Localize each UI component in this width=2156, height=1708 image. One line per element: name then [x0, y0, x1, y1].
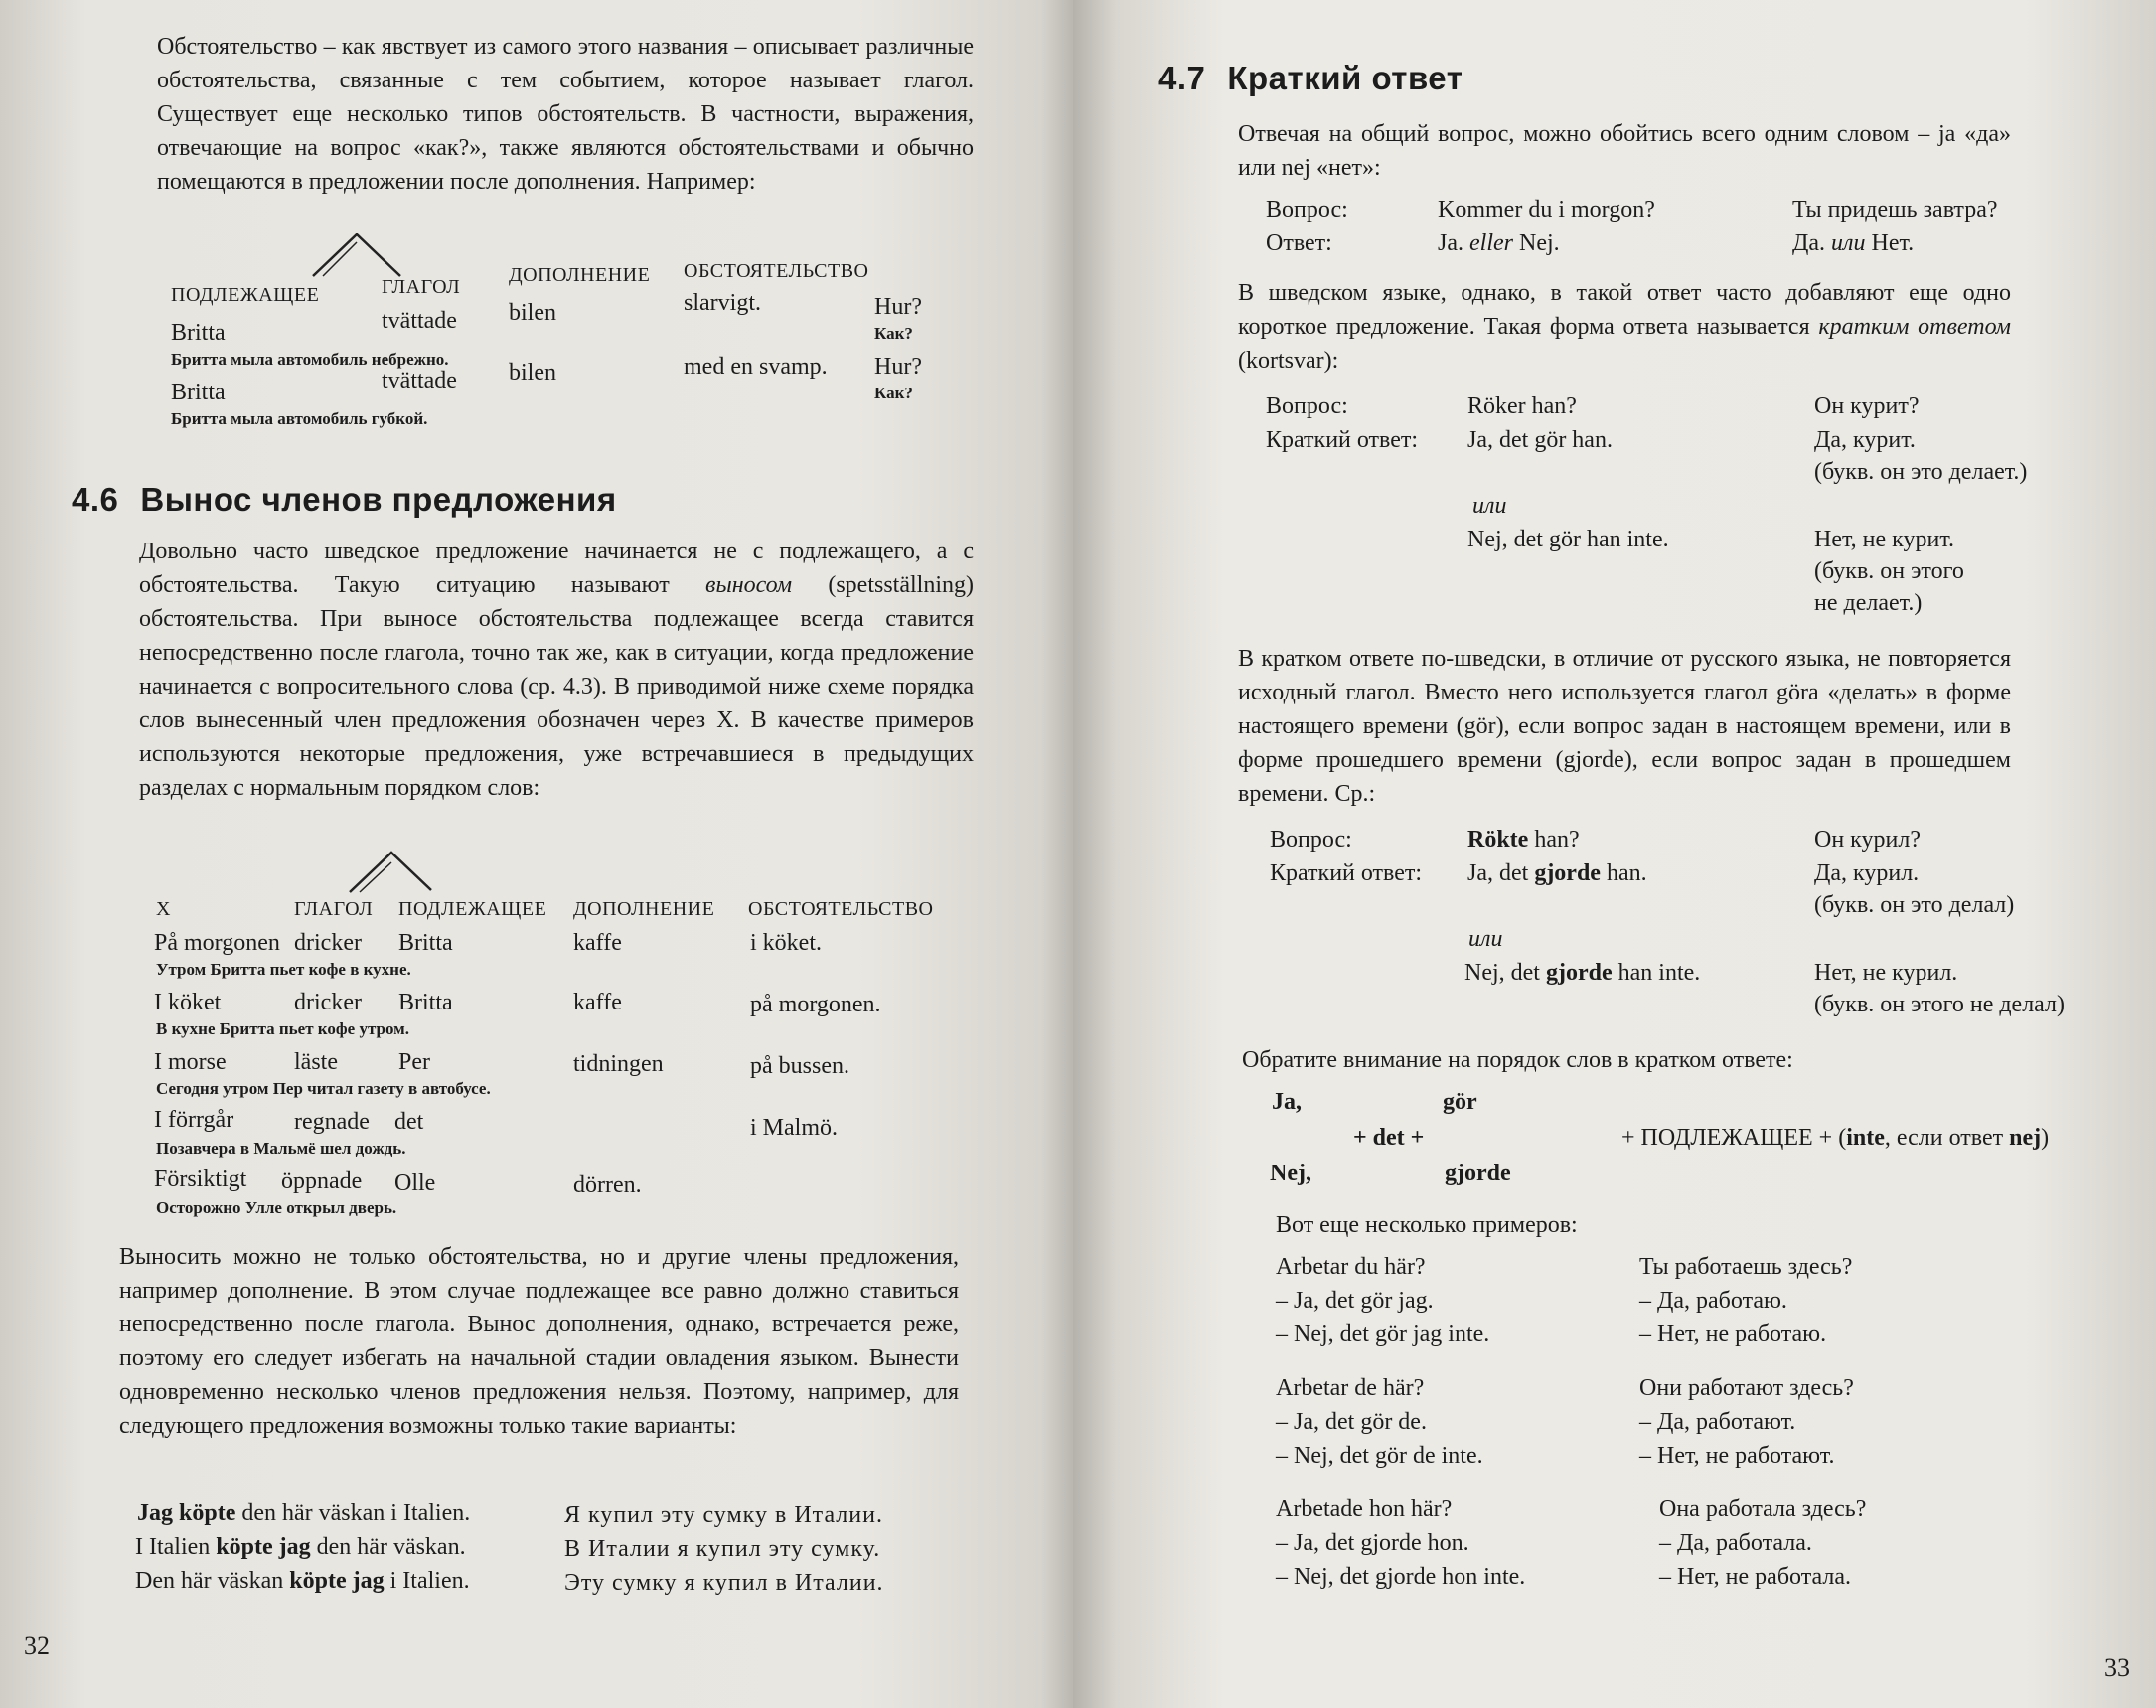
ex1-ru-yes: – Да, работаю. [1639, 1288, 1787, 1314]
ex3-ru-q: Она работала здесь? [1659, 1496, 1867, 1522]
t2-r1-object: kaffe [573, 930, 622, 956]
t2-r5-translation: Осторожно Улле открыл дверь. [156, 1198, 397, 1217]
p1-text-b: (spetsställning) обстоятельства. При выносе обстоятельства подлежащее всегда ставится непосредственно после глагола, точно так же, как в ситуации, когда предложение начинается с вопросительного слова (ср. 4.3). В приводимой ниже схеме порядка слов вынесенный член предложения обозначен через X. В качестве примеров используются некоторые предложения, уже встречавшиеся в предыдущих разделах с нормальным порядком слов: [139, 572, 974, 801]
t2-r2-verb: dricker [294, 990, 362, 1015]
section-4-6-paragraph [139, 535, 974, 805]
ex1-sv-no: – Nej, det gör jag inte. [1276, 1321, 1490, 1347]
t2-r5-object: dörren. [573, 1172, 642, 1198]
examples-block [135, 1500, 970, 1610]
example-1-ru: Я купил эту сумку в Италии. [564, 1502, 883, 1528]
qa3-n-sv: Nej, det gjorde han inte. [1464, 960, 1701, 986]
ex2-sv-no: – Nej, det gör de inte. [1276, 1443, 1483, 1469]
section-4-6-heading [72, 481, 617, 519]
ex3-sv-q: Arbetade hon här? [1276, 1496, 1453, 1522]
page-number-left: 32 [24, 1631, 50, 1660]
section-4-7-paragraph-2: В шведском языке, однако, в такой ответ часто добавляют еще одно короткое предложение. Такая форма ответа называется кратким ответом (kortsvar): [1238, 280, 2011, 374]
qa3-a-sv: Ja, det gjorde han. [1467, 860, 1647, 886]
qa3-n-literal: (букв. он этого не делал) [1814, 992, 2066, 1017]
formula-det: + det + [1353, 1125, 1425, 1151]
t1-r1-translation: Бритта мыла автомобиль небрежно. [171, 350, 449, 369]
qa1-q-ru: Ты придешь завтра? [1792, 197, 1998, 223]
qa2-a-sv: Ja, det gör han. [1467, 427, 1613, 453]
formula-gjorde: gjorde [1445, 1161, 1511, 1186]
ex1-sv-q: Arbetar du här? [1276, 1254, 1426, 1280]
t2-header-object: ДОПОЛНЕНИЕ [573, 898, 715, 920]
qa2-n-ru: Нет, не курит. [1814, 527, 1955, 552]
p1-term-vynos: выносом [705, 572, 793, 598]
t2-r4-x: I förrgår [154, 1107, 234, 1133]
section-4-6-paragraph-2: Выносить можно не только обстоятельства, но и другие члены предложения, например дополнение. В этом случае подлежащее все равно должно ставиться непосредственно после глагола. Вынос дополнения, однако, встречается реже, поэтому его следует избегать на начальной стадии овладения языком. Вынести одновременно несколько членов предложения нельзя. Поэтому, например, для следующего предложения возможны только такие варианты: [119, 1244, 959, 1439]
formula-gor: gör [1443, 1089, 1477, 1115]
qa1-a-ru: Да. или Нет. [1792, 231, 1915, 256]
t2-r5-verb: öppnade [281, 1168, 363, 1194]
word-order-arrow-2 [350, 851, 433, 892]
t2-header-verb: ГЛАГОЛ [294, 898, 374, 920]
ex3-ru-yes: – Да, работала. [1659, 1530, 1812, 1556]
page-number-right: 33 [2104, 1653, 2130, 1682]
t1-r2-translation: Бритта мыла автомобиль губкой. [171, 409, 428, 428]
qa1-q-label: Вопрос: [1266, 197, 1348, 223]
qa3-q-sv: Rökte han? [1467, 827, 1580, 853]
qa2 [1266, 393, 2061, 622]
t2-header-subject: ПОДЛЕЖАЩЕЕ [398, 898, 547, 920]
table1-header-object: ДОПОЛНЕНИЕ [509, 264, 651, 286]
table1-header-subject: ПОДЛЕЖАЩЕЕ [171, 284, 320, 306]
section-4-7-paragraph-5: Вот еще несколько примеров: [1276, 1212, 1578, 1238]
section-4-7-title: Краткий ответ [1227, 60, 1463, 96]
section-4-6-number: 4.6 [72, 481, 119, 518]
qa2-n-literal-1: (букв. он этого [1814, 558, 1964, 584]
table1-header-verb: ГЛАГОЛ [382, 276, 461, 298]
right-page [1073, 0, 2156, 1708]
qa3-a-label: Краткий ответ: [1270, 860, 1423, 886]
qa3-q-label: Вопрос: [1270, 827, 1352, 853]
table1-header-adverbial: ОБСТОЯТЕЛЬСТВО [684, 260, 869, 282]
ex3-sv-no: – Nej, det gjorde hon inte. [1276, 1564, 1526, 1590]
example-3-ru: Эту сумку я купил в Италии. [564, 1570, 884, 1596]
more-examples [1276, 1254, 2071, 1592]
t1-r2-question: Hur? [874, 354, 922, 380]
section-4-7-number: 4.7 [1158, 60, 1206, 96]
t2-r2-object: kaffe [573, 990, 622, 1015]
qa2-n-sv: Nej, det gör han inte. [1467, 527, 1669, 552]
section-4-7-paragraph-4: Обратите внимание на порядок слов в кратком ответе: [1242, 1047, 1793, 1073]
t2-r3-adverbial: på bussen. [750, 1053, 849, 1079]
t1-r1-question: Hur? [874, 294, 922, 320]
table2 [152, 894, 987, 1222]
t2-r1-x: På morgonen [154, 930, 280, 956]
t2-r5-subject: Olle [394, 1170, 436, 1196]
t2-r4-verb: regnade [294, 1109, 370, 1135]
left-page [0, 0, 1073, 1708]
t2-r3-translation: Сегодня утром Пер читал газету в автобусе. [156, 1079, 491, 1098]
ex2-ru-yes: – Да, работают. [1639, 1409, 1796, 1435]
qa2-q-label: Вопрос: [1266, 393, 1348, 419]
qa2-a-literal: (букв. он это делает.) [1814, 459, 2028, 485]
qa3-or: или [1468, 926, 1503, 952]
t2-r2-adverbial: på morgonen. [750, 992, 881, 1017]
t2-r4-translation: Позавчера в Мальмё шел дождь. [156, 1139, 406, 1158]
qa3 [1270, 827, 2065, 1025]
qa2-q-ru: Он курит? [1814, 393, 1920, 419]
ex2-sv-yes: – Ja, det gör de. [1276, 1409, 1427, 1435]
ex2-sv-q: Arbetar de här? [1276, 1375, 1425, 1401]
t2-r4-adverbial: i Malmö. [750, 1115, 838, 1141]
t1-r1-object: bilen [509, 300, 556, 326]
t2-r3-subject: Per [398, 1049, 430, 1075]
t2-r3-verb: läste [294, 1049, 338, 1075]
ex3-sv-yes: – Ja, det gjorde hon. [1276, 1530, 1469, 1556]
ex3-ru-no: – Нет, не работала. [1659, 1564, 1851, 1590]
qa3-a-ru: Да, курил. [1814, 860, 1920, 886]
section-4-6-title: Вынос членов предложения [140, 481, 617, 518]
t1-r2-object: bilen [509, 360, 556, 386]
ex1-sv-yes: – Ja, det gör jag. [1276, 1288, 1434, 1314]
t2-r4-subject: det [394, 1109, 424, 1135]
t1-r2-adverbial: med en svamp. [684, 354, 828, 380]
example-2-ru: В Италии я купил эту сумку. [564, 1536, 881, 1562]
term-kratkim-otvetom: кратким ответом [1818, 314, 2011, 340]
qa3-a-literal: (букв. он это делал) [1814, 892, 2015, 918]
t1-r1-adverbial: slarvigt. [684, 290, 761, 316]
t2-r2-subject: Britta [398, 990, 453, 1015]
example-3-sv: Den här väskan köpte jag i Italien. [135, 1568, 470, 1594]
t2-r1-adverbial: i köket. [750, 930, 822, 956]
example-1-sv: Jag köpte den här väskan i Italien. [137, 1500, 471, 1526]
ex2-ru-no: – Нет, не работают. [1639, 1443, 1835, 1469]
t1-r1-subject: Britta [171, 320, 226, 346]
t2-r2-translation: В кухне Бритта пьет кофе утром. [156, 1019, 409, 1038]
intro-paragraph: Обстоятельство – как явствует из самого этого названия – описывает различные обстоятельства, связанные с тем событием, которое называет глагол. Существует еще несколько типов обстоятельств. В частности, выражения, отвечающие на вопрос «как?», также являются обстоятельствами и обычно помещаются в предложении после дополнения. Например: [157, 34, 974, 195]
ex1-ru-no: – Нет, не работаю. [1639, 1321, 1827, 1347]
t2-header-adverbial: ОБСТОЯТЕЛЬСТВО [748, 898, 934, 920]
table1 [171, 260, 966, 428]
qa1-a-label: Ответ: [1266, 231, 1332, 256]
formula-ja: Ja, [1272, 1089, 1302, 1115]
t2-r3-object: tidningen [573, 1051, 664, 1077]
qa2-n-literal-2: не делает.) [1814, 590, 1923, 616]
qa2-a-ru: Да, курит. [1814, 427, 1916, 453]
ex1-ru-q: Ты работаешь здесь? [1639, 1254, 1853, 1280]
t2-header-x: X [156, 898, 171, 920]
t2-r5-x: Försiktigt [154, 1166, 247, 1192]
formula-nej: Nej, [1270, 1161, 1311, 1186]
t2-r1-subject: Britta [398, 930, 453, 956]
t2-r1-translation: Утром Бритта пьет кофе в кухне. [156, 960, 411, 979]
formula-rest: + ПОДЛЕЖАЩЕЕ + (inte, если ответ nej) [1621, 1125, 2050, 1151]
t2-r2-x: I köket [154, 990, 222, 1015]
qa2-or: или [1472, 493, 1507, 519]
qa3-q-ru: Он курил? [1814, 827, 1921, 853]
section-4-7-heading [1158, 60, 1463, 97]
t2-r1-verb: dricker [294, 930, 362, 956]
section-4-7-paragraph-1: Отвечая на общий вопрос, можно обойтись всего одним словом – ja «да» или nej «нет»: [1238, 121, 2011, 181]
t1-r2-verb: tvättade [382, 368, 457, 393]
p1-text-a: Довольно часто шведское предложение начинается не с подлежащего, а с обстоятельства. Такую ситуацию называют [139, 539, 974, 598]
qa2-a-label: Краткий ответ: [1266, 427, 1419, 453]
qa2-q-sv: Röker han? [1467, 393, 1577, 419]
t1-r1-question-ru: Как? [874, 324, 913, 343]
qa3-n-ru: Нет, не курил. [1814, 960, 1958, 986]
qa1-q-sv: Kommer du i morgon? [1438, 197, 1655, 223]
t1-r2-question-ru: Как? [874, 384, 913, 402]
t1-r1-verb: tvättade [382, 308, 457, 334]
example-2-sv: I Italien köpte jag den här väskan. [135, 1534, 466, 1560]
t2-r3-x: I morse [154, 1049, 227, 1075]
qa1 [1266, 197, 2041, 266]
ex2-ru-q: Они работают здесь? [1639, 1375, 1854, 1401]
qa1-a-sv: Ja. eller Nej. [1438, 231, 1560, 256]
word-order-formula [1270, 1089, 2084, 1198]
t1-r2-subject: Britta [171, 380, 226, 405]
section-4-7-paragraph-3: В кратком ответе по-шведски, в отличие от русского языка, не повторяется исходный глагол. Вместо него используется глагол göra «делать» в форме настоящего времени (gör), если вопрос задан в настоящем времени, или в форме прошедшего времени (gjorde), если вопрос задан в прошедшем времени. Ср.: [1238, 646, 2011, 807]
